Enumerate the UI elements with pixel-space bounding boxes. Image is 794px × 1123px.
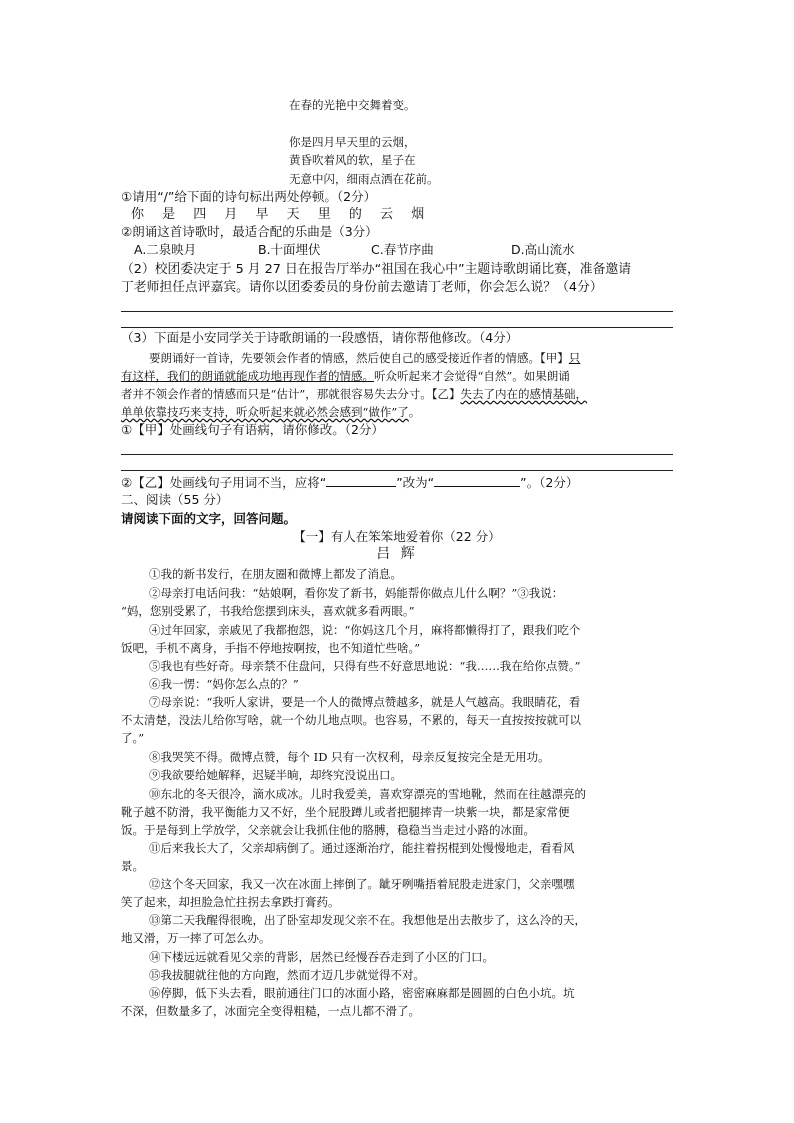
- article-paragraph: ②母亲打电话问我：“姑娘啊，看你发了新书，妈能帮你做点儿什么啊？”③我说：: [149, 586, 564, 600]
- article-paragraph: ①我的新书发行，在朋友圈和微博上都发了消息。: [149, 567, 402, 581]
- question-3-passage-line: 者并不领会作者的情感而只是“估计”，那就很容易失去分寸。【乙】失去了内在的感情基础，: [121, 387, 588, 401]
- article-paragraph: 靴子越不防滑，我平衡能力又不好，坐个屁股蹲儿或者把腿摔青一块紫一块，都是家常便: [121, 805, 570, 819]
- question-1-sub2: ②朗诵这首诗歌时，最适合配的乐曲是（3分）: [121, 224, 378, 239]
- article-paragraph: ⑭下楼远远就看见父亲的背影，居然已经慢吞吞走到了小区的门口。: [149, 950, 494, 964]
- option-b: B.十面埋伏: [258, 242, 321, 257]
- article-paragraph: 笑了起来，却担脸急忙拄拐去拿跌打膏药。: [121, 895, 340, 909]
- article-paragraph: 不太清楚，没法儿给你写啥，就一个幼儿地点呗。也容易，不累的，每天一直按按按就可以: [121, 713, 581, 727]
- question-3-passage-line: 要朗诵好一首诗，先要领会作者的情感，然后使自己的感受接近作者的情感。【甲】只: [149, 351, 581, 365]
- article-paragraph: 地又滑，万一摔了可怎么办。: [121, 931, 271, 945]
- article-paragraph: “妈，您别受累了，书我给您摆到床头，喜欢就多看两眼。”: [121, 604, 415, 618]
- article-paragraph: ⑬第二天我醒得很晚，出了卧室却发现父亲不在。我想他是出去散步了，这么冷的天，: [149, 913, 586, 927]
- question-3-sub1: ①【甲】处画线句子有语病，请你修改。（2分）: [121, 422, 384, 437]
- article-paragraph: 饭吧，手机不离身，手指不停地按啊按，也不知道忙些啥。”: [121, 641, 421, 655]
- poem-line: 无意中闪，细雨点洒在花前。: [289, 172, 439, 186]
- article-paragraph: 不深，但数量多了，冰面完全变得粗糙，一点儿都不滑了。: [121, 1004, 420, 1018]
- poem-line-for-pause-marking: 你 是 四 月 早 天 里 的 云 烟: [131, 207, 432, 222]
- question-2-line2: 丁老师担任点评嘉宾。请你以团委委员的身份前去邀请丁老师，你会怎么说？（4分）: [121, 280, 603, 295]
- article-paragraph: ⑧我哭笑不得。微博点赞，每个 ID 只有一次权利，母亲反复按完全是无用功。: [149, 750, 550, 764]
- article-paragraph: ⑯停脚，低下头去看，眼前通往门口的冰面小路，密密麻麻都是圆圆的白色小坑。坑: [149, 986, 575, 1000]
- option-c: C.春节序曲: [371, 242, 434, 257]
- article-paragraph: 了。”: [121, 731, 145, 745]
- option-a: A.二泉映月: [134, 242, 197, 257]
- article-paragraph: ⑩东北的冬天很冷，滴水成冰。儿时我爱美，喜欢穿漂亮的雪地靴，然而在往越漂亮的: [149, 787, 586, 801]
- answer-line: [121, 470, 673, 471]
- question-2-line1: （2）校团委决定于 5 月 27 日在报告厅举办“祖国在我心中”主题诗歌朗诵比赛，准备邀请: [121, 262, 631, 277]
- option-d: D.高山流水: [511, 242, 575, 257]
- article-paragraph: ⑦母亲说：“我听人家讲，要是一个人的微博点赞越多，就是人气越高。我眼睛花，看: [149, 695, 581, 709]
- article-paragraph: ⑥我一愣：“妈你怎么点的？”: [149, 677, 299, 691]
- answer-line: [121, 311, 673, 312]
- poem-line: 黄昏吹着风的软，星子在: [289, 153, 416, 167]
- article-paragraph: 饭。于是每到上学放学，父亲就会让我抓住他的胳膊，稳稳当当走过小路的冰面。: [121, 823, 535, 837]
- fill-blank: [434, 474, 520, 487]
- article-paragraph: ⑤我也有些好奇。母亲禁不住盘问，只得有些不好意思地说：“我……我在给你点赞。”: [149, 659, 581, 673]
- article-paragraph: ⑮我拔腿就往他的方向跑，然而才迈几步就觉得不对。: [149, 968, 425, 982]
- article-paragraph: ④过年回家，亲戚见了我都抱怨，说：“你妈这几个月，麻将都懒得打了，跟我们吃个: [149, 623, 581, 637]
- article-paragraph: 景。: [121, 859, 144, 873]
- question-3-passage-line: 单单依靠技巧来支持，听众听起来就必然会感到“做作”了。: [121, 405, 421, 419]
- question-3-title: （3）下面是小安同学关于诗歌朗诵的一段感悟，请你帮他修改。（4分）: [121, 330, 519, 345]
- article-author: 吕 辉: [376, 546, 418, 562]
- article-title: 【一】有人在笨笨地爱着你（22 分）: [293, 529, 501, 544]
- article-paragraph: ⑫这个冬天回家，我又一次在冰面上摔倒了。龇牙咧嘴捂着屁股走进家门，父亲嘿嘿: [149, 877, 575, 891]
- poem-line: 在春的光艳中交舞着变。: [289, 98, 416, 112]
- question-3-passage-line: 有这样，我们的朗诵就能成功地再现作者的情感。听众听起来才会觉得“自然”。如果朗诵: [121, 369, 570, 383]
- article-paragraph: ⑨我欲要给她解释，迟疑半晌，却终究没说出口。: [149, 768, 402, 782]
- reading-instruction: 请阅读下面的文字，回答问题。: [121, 511, 297, 526]
- fill-blank: [326, 474, 396, 487]
- question-1-sub1: ①请用“/”给下面的诗句标出两处停顿。（2分）: [121, 189, 377, 204]
- question-3-sub2: ②【乙】处画线句子用词不当，应将“ ”改为“ ”。（2分）: [121, 475, 579, 490]
- article-paragraph: ⑪后来我长大了，父亲却病倒了。通过逐渐治疗，能拄着拐棍到处慢慢地走，看看风: [149, 841, 575, 855]
- answer-line: [121, 454, 673, 455]
- poem-line: 你是四月早天里的云烟，: [289, 135, 416, 149]
- section-heading: 二、阅读（55 分）: [121, 492, 229, 507]
- answer-line: [121, 327, 673, 328]
